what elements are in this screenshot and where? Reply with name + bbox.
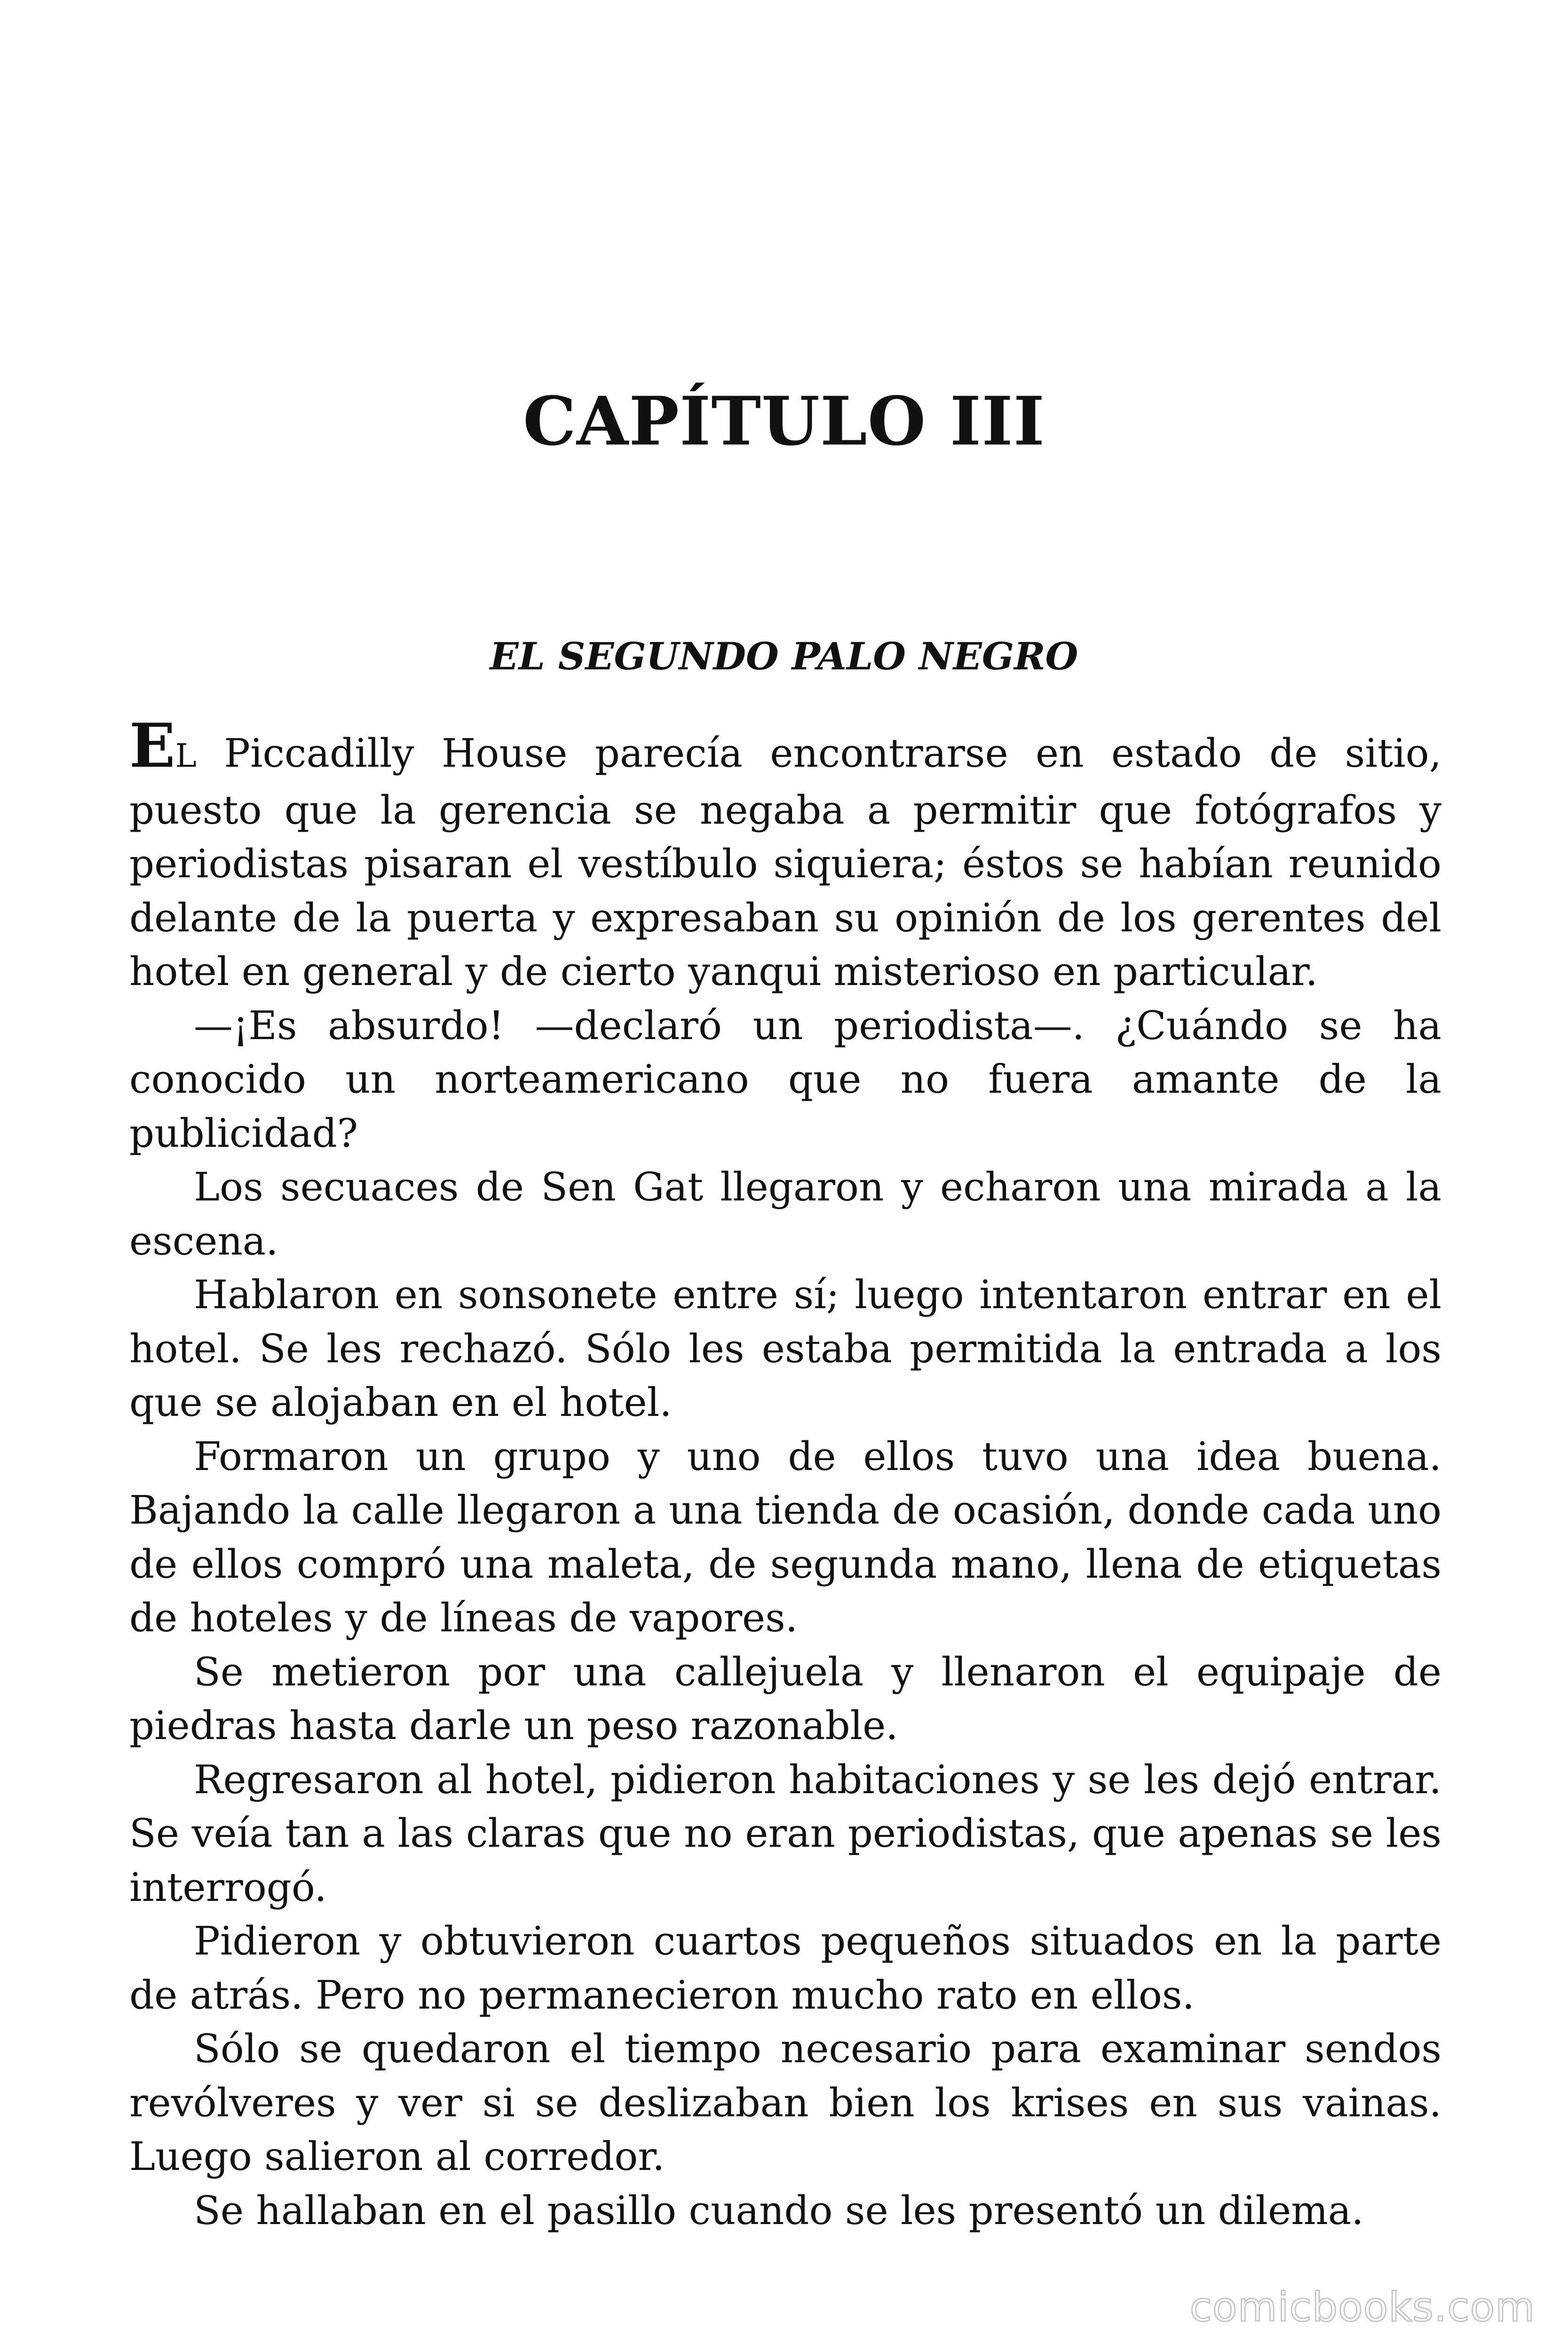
chapter-subtitle: EL SEGUNDO PALO NEGRO: [490, 634, 1078, 678]
paragraph-3: Los secuaces de Sen Gat llegaron y echaron una mirada a la escena.: [129, 1164, 1441, 1264]
paragraph-4: Hablaron en sonsonete entre sí; luego intentaron entrar en el hotel. Se les rechazó. Sólo les estaba permitida la entrada a los que se alojaban en el hotel.: [129, 1272, 1441, 1425]
paragraph-6: Se metieron por una callejuela y llenaron el equipaje de piedras hasta darle un peso razonable.: [129, 1649, 1441, 1748]
paragraph-7: Regresaron al hotel, pidieron habitaciones y se les dejó entrar. Se veía tan a las claras que no eran periodistas, que apenas se les interrogó.: [129, 1756, 1441, 1910]
small-caps-lead: L: [175, 738, 197, 775]
body-text: [129, 711, 1441, 2238]
paragraph-1: [129, 711, 1441, 999]
paragraph-10: Se hallaban en el pasillo cuando se les presentó un dilema.: [194, 2187, 1364, 2233]
paragraph-1-text: Piccadilly House parecía encontrarse en estado de sitio, puesto que la gerencia se negaba a permitir que fotógrafos y periodistas pisaran el vestíbulo siquiera; éstos se habían reunido delante de la puerta y expresaban su opinión de los gerentes del hotel en general y de cierto yanqui misterioso en particular.: [129, 731, 1441, 994]
drop-initial: E: [129, 711, 175, 781]
paragraph-5: Formaron un grupo y uno de ellos tuvo una idea buena. Bajando la calle llegaron a una tienda de ocasión, donde cada uno de ellos compró una maleta, de segunda mano, llena de etiquetas de hoteles y de líneas de vapores.: [129, 1433, 1441, 1641]
paragraph-8: Pidieron y obtuvieron cuartos pequeños situados en la parte de atrás. Pero no permanecieron mucho rato en ellos.: [129, 1918, 1441, 2018]
chapter-title: CAPÍTULO III: [523, 382, 1045, 461]
paragraph-2: —¡Es absurdo! —declaró un periodista—. ¿Cuándo se ha conocido un norteamericano que no fuera amante de la publicidad?: [129, 1002, 1441, 1156]
watermark: comicbooks.com: [1189, 2284, 1535, 2331]
paragraph-9: Sólo se quedaron el tiempo necesario para examinar sendos revólveres y ver si se deslizaban bien los krises en sus vainas. Luego salieron al corredor.: [129, 2026, 1441, 2179]
